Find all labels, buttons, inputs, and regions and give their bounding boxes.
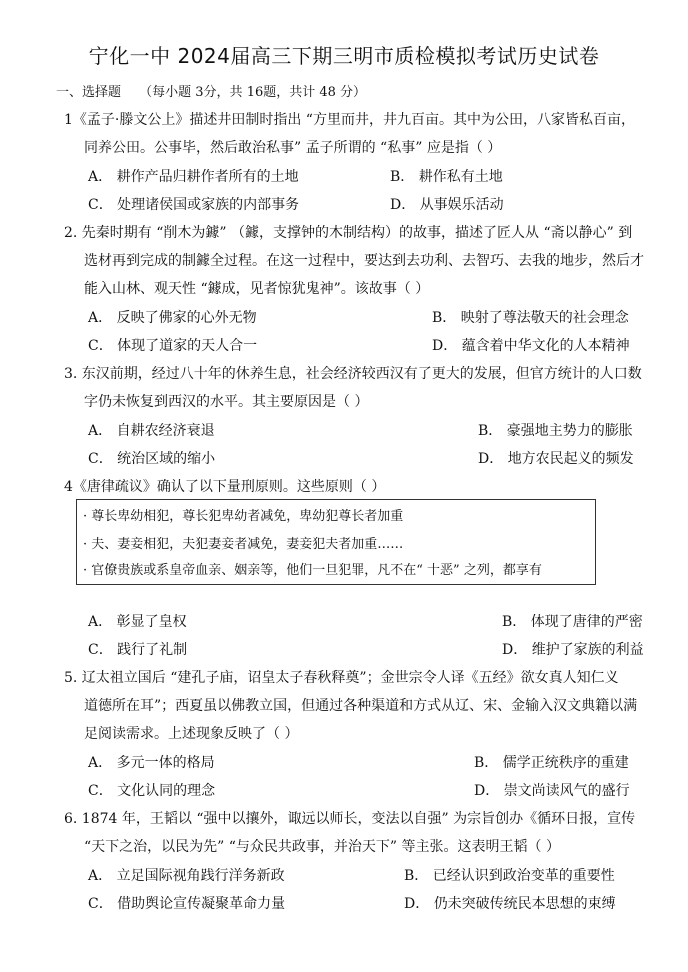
question-5-line-1: 5. 辽太祖立国后 “建孔子庙，诏皇太子春秋释奠”；金世宗令人译《五经》欲女真人知仁义 — [64, 670, 619, 686]
q4-option-a: A． 彰显了皇权 — [88, 614, 187, 630]
q1-option-a: A． 耕作产品归耕作者所有的土地 — [88, 169, 299, 185]
q5-option-b: B． 儒学正统秩序的重建 — [474, 755, 629, 771]
question-5-line-3: 足阅读需求。上述现象反映了（ ） — [84, 726, 299, 742]
question-6-line-1: 6. 1874 年，王韬以 “强中以攘外，诹远以师长，变法以自强” 为宗旨创办《循环日报，宣传 — [64, 811, 636, 827]
question-3-line-2: 字仍未恢复到西汉的水平。其主要原因是（ ） — [84, 394, 369, 410]
question-2-line-3: 能入山林、观天性 “鐻成，见者惊犹鬼神”。该故事（ ） — [84, 281, 430, 297]
q2-option-a: A． 反映了佛家的心外无物 — [88, 310, 257, 326]
section-heading — [56, 84, 366, 102]
q3-option-d: D． 地方农民起义的频发 — [478, 451, 634, 467]
q3-option-c: C． 统治区域的缩小 — [88, 451, 216, 467]
section-label: 一、选择题 — [56, 85, 122, 100]
q3-option-b: B． 豪强地主势力的膨胀 — [478, 423, 633, 439]
legal-principles-box — [76, 499, 596, 585]
q6-option-a: A． 立足国际视角践行洋务新政 — [88, 868, 285, 884]
question-1-line-2: 同养公田。公事毕，然后敢治私事” 孟子所谓的 “私事” 应是指（ ） — [84, 140, 502, 156]
question-4-line-1: 4《唐律疏议》确认了以下量刑原则。这些原则（ ） — [64, 479, 386, 495]
q5-option-c: C． 文化认同的理念 — [88, 783, 216, 799]
principle-2: · 夫、妻妾相犯，夫犯妻妾者减免，妻妾犯夫者加重…… — [83, 537, 404, 552]
principle-3: · 官僚贵族或系皇帝血亲、姻亲等，他们一旦犯罪，凡不在“ 十恶” 之列，都享有 — [83, 563, 542, 578]
q2-option-b: B． 映射了尊法敬天的社会理念 — [432, 310, 629, 326]
question-3-line-1: 3. 东汉前期，经过八十年的休养生息，社会经济较西汉有了更大的发展，但官方统计的人口数 — [64, 366, 642, 382]
q6-option-b: B． 已经认识到政治变革的重要性 — [404, 868, 615, 884]
q5-option-a: A． 多元一体的格局 — [88, 755, 215, 771]
q4-option-b: B． 体现了唐律的严密 — [502, 614, 643, 630]
page-title: 宁化一中 2024届高三下期三明市质检模拟考试历史试卷 — [88, 44, 600, 68]
q6-option-c: C． 借助舆论宣传凝聚革命力量 — [88, 896, 286, 912]
question-5-line-2: 道德所在耳”；西夏虽以佛教立国，但通过各种渠道和方式从辽、宋、金输入汉文典籍以满 — [84, 698, 638, 714]
q2-option-c: C． 体现了道家的天人合一 — [88, 338, 258, 354]
question-6-line-2: “天下之治，以民为先” “与众民共政事，并治天下” 等主张。这表明王韬（ ） — [84, 839, 560, 855]
q3-option-a: A． 自耕农经济衰退 — [88, 423, 215, 439]
q1-option-d: D． 从事娱乐活动 — [390, 197, 504, 213]
q2-option-d: D． 蕴含着中华文化的人本精神 — [432, 338, 630, 354]
principle-1: · 尊长卑幼相犯，尊长犯卑幼者减免，卑幼犯尊长者加重 — [83, 509, 404, 524]
q4-option-d: D． 维护了家族的利益 — [502, 642, 644, 658]
q1-option-b: B． 耕作私有土地 — [390, 169, 503, 185]
question-2-line-1: 2. 先秦时期有 “削木为鐻” （鐻，支撑钟的木制结构）的故事，描述了匠人从 “斋以静心” 到 — [64, 225, 633, 241]
q1-option-c: C． 处理诸侯国或家族的内部事务 — [88, 197, 300, 213]
q5-option-d: D． 崇文尚读风气的盛行 — [474, 783, 630, 799]
q4-option-c: C． 践行了礼制 — [88, 642, 188, 658]
question-1-line-1: 1《孟子·滕文公上》描述井田制时指出 “方里而井，井九百亩。其中为公田，八家皆私百亩， — [64, 112, 635, 128]
q6-option-d: D． 仍未突破传统民本思想的束缚 — [404, 896, 616, 912]
section-note: （每小题 3分，共 16题，共计 48 分） — [139, 85, 367, 100]
question-2-line-2: 选材再到完成的制鐻全过程。在这一过程中，要达到去功利、去智巧、去我的地步，然后才 — [84, 253, 644, 269]
